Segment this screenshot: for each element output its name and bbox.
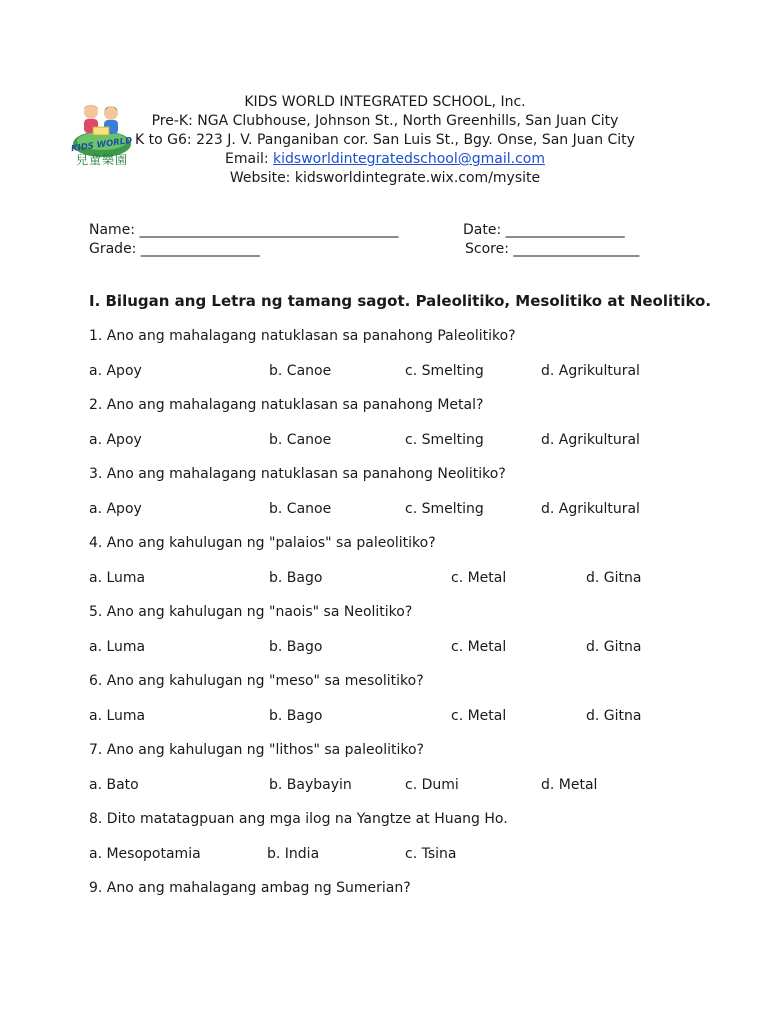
question-4: 4. Ano ang kahulugan ng "palaios" sa paleolitiko? [89, 535, 436, 551]
logo-text: KIDS WORLD [70, 135, 133, 155]
choice-d[interactable]: d. Gitna [586, 639, 642, 655]
prek-address: Pre-K: NGA Clubhouse, Johnson St., North Greenhills, San Juan City [151, 113, 619, 129]
choice-b[interactable]: b. Bago [269, 570, 323, 586]
question-3: 3. Ano ang mahalagang natuklasan sa panahong Neolitiko? [89, 466, 506, 482]
choice-a[interactable]: a. Apoy [89, 501, 142, 517]
question-8: 8. Dito matatagpuan ang mga ilog na Yangtze at Huang Ho. [89, 811, 508, 827]
question-1: 1. Ano ang mahalagang natuklasan sa panahong Paleolitiko? [89, 328, 516, 344]
choice-a[interactable]: a. Apoy [89, 432, 142, 448]
section-heading: I. Bilugan ang Letra ng tamang sagot. Paleolitiko, Mesolitiko at Neolitiko. [89, 292, 712, 310]
k6-address: K to G6: 223 J. V. Panganiban cor. San Luis St., Bgy. Onse, San Juan City [135, 132, 635, 148]
letterhead [130, 93, 640, 188]
choice-d[interactable]: d. Metal [541, 777, 598, 793]
logo-cjk-text: 兒童樂園 [75, 153, 128, 167]
choice-a[interactable]: a. Luma [89, 708, 146, 724]
choice-c[interactable]: c. Smelting [405, 432, 484, 448]
choice-a[interactable]: a. Mesopotamia [89, 846, 201, 862]
date-field[interactable]: Date: _________________ [463, 222, 625, 238]
choice-c[interactable]: c. Smelting [405, 501, 484, 517]
choice-b[interactable]: b. Canoe [269, 363, 332, 379]
choice-a[interactable]: a. Luma [89, 639, 146, 655]
question-6: 6. Ano ang kahulugan ng "meso" sa mesolitiko? [89, 673, 424, 689]
choice-d[interactable]: d. Agrikultural [541, 363, 640, 379]
question-2: 2. Ano ang mahalagang natuklasan sa panahong Metal? [89, 397, 484, 413]
choices-question-4 [0, 570, 768, 590]
choice-a[interactable]: a. Apoy [89, 363, 142, 379]
choice-c[interactable]: c. Tsina [405, 846, 457, 862]
choice-b[interactable]: b. Bago [269, 639, 323, 655]
choice-c[interactable]: c. Metal [451, 570, 507, 586]
choices-question-7 [0, 777, 768, 797]
choice-d[interactable]: d. Gitna [586, 570, 642, 586]
choices-question-3 [0, 501, 768, 521]
choices-question-1 [0, 363, 768, 383]
question-7: 7. Ano ang kahulugan ng "lithos" sa paleolitiko? [89, 742, 424, 758]
email-link[interactable]: kidsworldintegratedschool@gmail.com [273, 151, 545, 167]
choice-c[interactable]: c. Metal [451, 639, 507, 655]
choices-question-6 [0, 708, 768, 728]
score-field[interactable]: Score: __________________ [465, 241, 640, 257]
choice-d[interactable]: d. Agrikultural [541, 501, 640, 517]
choice-b[interactable]: b. Bago [269, 708, 323, 724]
choice-b[interactable]: b. Baybayin [269, 777, 352, 793]
question-5: 5. Ano ang kahulugan ng "naois" sa Neolitiko? [89, 604, 413, 620]
choice-c[interactable]: c. Smelting [405, 363, 484, 379]
school-name: KIDS WORLD INTEGRATED SCHOOL, Inc. [244, 94, 526, 110]
choice-b[interactable]: b. Canoe [269, 432, 332, 448]
choice-b[interactable]: b. India [267, 846, 320, 862]
question-9: 9. Ano ang mahalagang ambag ng Sumerian? [89, 880, 411, 896]
grade-field[interactable]: Grade: _________________ [89, 241, 260, 257]
choices-question-5 [0, 639, 768, 659]
name-field[interactable]: Name: _____________________________________ [89, 222, 399, 238]
email-line [130, 150, 640, 169]
choices-question-2 [0, 432, 768, 452]
choice-a[interactable]: a. Luma [89, 570, 146, 586]
choice-a[interactable]: a. Bato [89, 777, 139, 793]
choice-d[interactable]: d. Agrikultural [541, 432, 640, 448]
email-label: Email: [225, 151, 274, 167]
choice-c[interactable]: c. Dumi [405, 777, 459, 793]
choice-b[interactable]: b. Canoe [269, 501, 332, 517]
website-line: Website: kidsworldintegrate.wix.com/mysite [229, 170, 541, 186]
choice-d[interactable]: d. Gitna [586, 708, 642, 724]
choices-question-8 [0, 846, 768, 866]
choice-c[interactable]: c. Metal [451, 708, 507, 724]
